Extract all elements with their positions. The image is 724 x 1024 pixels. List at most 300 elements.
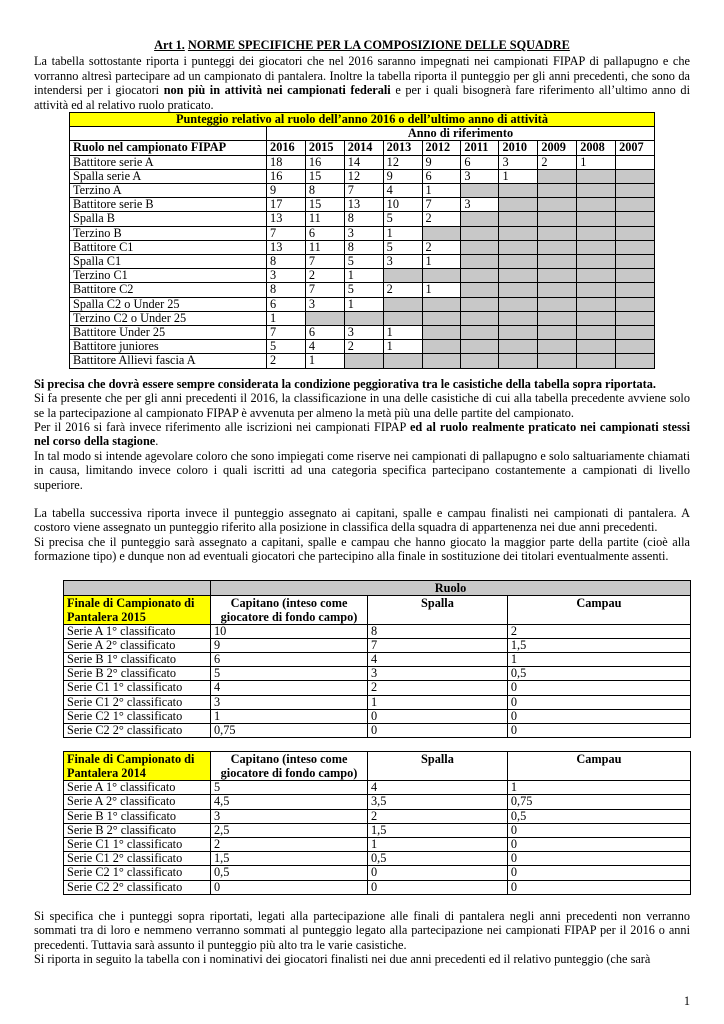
score-cell: 0 [507, 709, 690, 723]
score-cell [422, 340, 461, 354]
score-cell: 1 [422, 283, 461, 297]
year-header: 2015 [305, 141, 344, 155]
score-cell: 6 [305, 226, 344, 240]
score-cell: 5 [383, 212, 422, 226]
role-cell: Terzino C2 o Under 25 [70, 311, 267, 325]
score-cell: 4 [368, 781, 508, 795]
role-cell: Battitore serie B [70, 198, 267, 212]
role-cell: Battitore Allievi fascia A [70, 354, 267, 368]
table-row [70, 326, 655, 340]
year-header: 2009 [538, 141, 577, 155]
score-cell [383, 311, 422, 325]
score-cell: 0 [507, 838, 690, 852]
score-cell: 8 [267, 283, 306, 297]
score-cell [538, 311, 577, 325]
score-cell [538, 184, 577, 198]
role-cell: Battitore C2 [70, 283, 267, 297]
score-cell: 4 [211, 681, 368, 695]
score-cell: 1 [422, 184, 461, 198]
score-cell [499, 354, 538, 368]
score-cell: 0 [507, 681, 690, 695]
score-cell [344, 354, 383, 368]
score-cell [577, 297, 616, 311]
score-cell [616, 184, 655, 198]
score-cell: 4 [305, 340, 344, 354]
table-row [70, 311, 655, 325]
score-cell: 0 [368, 709, 508, 723]
score-cell: 1 [507, 652, 690, 666]
position-cell: Serie C1 1° classificato [64, 838, 211, 852]
score-cell: 7 [368, 638, 508, 652]
position-cell: Serie C2 2° classificato [64, 723, 211, 737]
title-prefix: Art 1. [154, 38, 185, 52]
position-cell: Serie B 2° classificato [64, 823, 211, 837]
score-table-fipap [69, 112, 655, 369]
no-sum-paragraph: Si specifica che i punteggi sopra riportati, legati alla partecipazione alle finali di pantalera negli anni precedenti non verranno sommati tra di loro e nemmeno verranno sommati al punteggio legato alla partecipazione nei campionati FIPAP per il 2016 o anni precedenti. Tuttavia sarà assunto il punteggio più alto tra le varie casistiche. [34, 908, 690, 952]
table-row [64, 795, 691, 809]
score-cell [461, 212, 499, 226]
score-cell [577, 240, 616, 254]
score-cell [499, 184, 538, 198]
score-cell: 10 [211, 624, 368, 638]
score-cell [577, 169, 616, 183]
score-cell: 8 [368, 624, 508, 638]
score-cell [616, 155, 655, 169]
score-cell: 1 [211, 709, 368, 723]
score-cell: 0 [368, 866, 508, 880]
position-cell: Serie B 1° classificato [64, 809, 211, 823]
table-row [70, 240, 655, 254]
position-cell: Serie A 1° classificato [64, 624, 211, 638]
table-row [64, 709, 691, 723]
final-label: Finale di Campionato di Pantalera 2014 [64, 752, 211, 781]
score-cell [461, 269, 499, 283]
score-cell: 16 [305, 155, 344, 169]
position-cell: Serie B 2° classificato [64, 667, 211, 681]
score-cell: 2 [368, 681, 508, 695]
score-cell: 0 [507, 823, 690, 837]
score-cell: 9 [383, 169, 422, 183]
role-cell: Battitore C1 [70, 240, 267, 254]
score-cell: 1 [422, 255, 461, 269]
column-header: Spalla [368, 752, 508, 781]
score-cell: 16 [267, 169, 306, 183]
score-cell: 8 [305, 184, 344, 198]
score-cell [305, 311, 344, 325]
score-cell: 1 [344, 269, 383, 283]
score-cell: 7 [267, 326, 306, 340]
score-cell: 0,75 [211, 723, 368, 737]
table-row [64, 866, 691, 880]
score-cell: 0 [507, 866, 690, 880]
reference-year-header: Anno di riferimento [267, 127, 655, 141]
score-cell [616, 212, 655, 226]
reserves-paragraph: In tal modo si intende agevolare coloro che sono impiegati come riserve nei campionati di pallapugno e solo saltuariamente chiamati in causa, limitando invece coloro i quali iscritti ad una categoria specifica partecipano costantemente a campionati di livello superiore. [34, 448, 690, 492]
score-cell: 3,5 [368, 795, 508, 809]
position-cell: Serie C2 2° classificato [64, 880, 211, 894]
score-cell: 14 [344, 155, 383, 169]
score-cell: 4,5 [211, 795, 368, 809]
intro-paragraph [34, 54, 690, 112]
year-header: 2011 [461, 141, 499, 155]
score-cell: 3 [267, 269, 306, 283]
score-cell: 3 [211, 695, 368, 709]
score-cell [461, 354, 499, 368]
score-cell [538, 169, 577, 183]
role-cell: Terzino B [70, 226, 267, 240]
score-cell [499, 226, 538, 240]
score-cell: 5 [344, 283, 383, 297]
table-row [70, 255, 655, 269]
year-header: 2010 [499, 141, 538, 155]
score-cell [616, 269, 655, 283]
score-cell [499, 297, 538, 311]
score-cell [461, 226, 499, 240]
position-cell: Serie C2 1° classificato [64, 866, 211, 880]
score-cell: 5 [383, 240, 422, 254]
score-cell: 3 [344, 326, 383, 340]
score-cell [344, 311, 383, 325]
score-cell [422, 226, 461, 240]
score-cell [461, 255, 499, 269]
role-cell: Spalla C1 [70, 255, 267, 269]
score-cell: 12 [383, 155, 422, 169]
score-cell [461, 297, 499, 311]
page-number: 1 [683, 994, 690, 1008]
score-cell [577, 311, 616, 325]
table-row [64, 781, 691, 795]
worse-condition-text: Si precisa che dovrà essere sempre considerata la condizione peggiorativa tra le casistiche della tabella sopra riportata. [34, 376, 656, 391]
score-cell: 15 [305, 198, 344, 212]
document-page [34, 38, 690, 966]
year-2016-text-a: Per il 2016 si farà invece riferimento alle iscrizioni nei campionati FIPAP [34, 419, 410, 434]
table-row [70, 269, 655, 283]
score-cell: 2 [538, 155, 577, 169]
year-header: 2016 [267, 141, 306, 155]
score-cell: 1 [267, 311, 306, 325]
score-cell: 7 [305, 283, 344, 297]
position-cell: Serie A 2° classificato [64, 795, 211, 809]
score-cell [538, 340, 577, 354]
role-column-header: Ruolo nel campionato FIPAP [70, 141, 267, 155]
score-cell: 12 [344, 169, 383, 183]
formation-paragraph: Si precisa che il punteggio sarà assegnato a capitani, spalle e campau che hanno giocato la maggior parte della partite (cioè alla formazione tipo) e dunque non ad eventuali giocatori che partecipino alla finale in sostituzione dei titolari eventualmente assenti. [34, 534, 690, 564]
score-cell: 5 [211, 781, 368, 795]
score-cell: 2 [383, 283, 422, 297]
score-cell [538, 226, 577, 240]
table-header: Punteggio relativo al ruolo dell’anno 2016 o dell’ultimo anno di attività [70, 113, 655, 127]
score-cell [616, 326, 655, 340]
score-cell: 13 [267, 212, 306, 226]
score-cell: 1 [577, 155, 616, 169]
table-row [64, 852, 691, 866]
score-cell [577, 340, 616, 354]
finals-2015-table [63, 580, 691, 739]
score-cell [577, 326, 616, 340]
score-cell: 6 [422, 169, 461, 183]
score-cell [538, 326, 577, 340]
score-cell: 7 [305, 255, 344, 269]
score-cell [422, 269, 461, 283]
score-cell [461, 283, 499, 297]
role-cell: Terzino A [70, 184, 267, 198]
score-cell: 9 [267, 184, 306, 198]
worse-condition-note [34, 377, 690, 391]
score-cell [538, 354, 577, 368]
score-cell [577, 212, 616, 226]
score-cell [461, 240, 499, 254]
score-cell [538, 283, 577, 297]
score-cell: 3 [368, 667, 508, 681]
column-header: Capitano (inteso come giocatore di fondo campo) [211, 595, 368, 624]
previous-years-paragraph: Si fa presente che per gli anni precedenti il 2016, la classificazione in una delle casistiche di cui alla tabella precedente avviene solo se la partecipazione al campionato FIPAP è avvenuta per almeno la metà più una delle partite del campionato. [34, 391, 690, 420]
score-cell [577, 198, 616, 212]
table-row [70, 283, 655, 297]
column-header: Campau [507, 595, 690, 624]
table-row [70, 212, 655, 226]
score-cell: 3 [383, 255, 422, 269]
score-cell: 1,5 [507, 638, 690, 652]
position-cell: Serie C2 1° classificato [64, 709, 211, 723]
position-cell: Serie C1 2° classificato [64, 852, 211, 866]
role-cell: Battitore juniores [70, 340, 267, 354]
score-cell [499, 269, 538, 283]
score-cell [422, 326, 461, 340]
score-cell [499, 311, 538, 325]
score-cell: 0,5 [507, 809, 690, 823]
score-cell: 5 [211, 667, 368, 681]
finals-2014-table [63, 751, 691, 895]
year-header: 2008 [577, 141, 616, 155]
year-header: 2012 [422, 141, 461, 155]
intro-text-c: e per i quali bisognerà fare riferimento all’ultimo anno di attività ed al relativo ruolo praticato. [34, 83, 690, 112]
intro-text-a: La tabella sottostante riporta i punteggi dei giocatori che nel 2016 saranno impegnati nei campionati FIPAP di pallapugno e che vorranno altresì partecipare ad un campionato di pantalera. Inoltre la tabella riporta il punteggio per gli anni precedenti, che sono da intendersi per i giocatori [34, 54, 690, 98]
score-cell: 2 [368, 809, 508, 823]
year-2016-text-c: . [155, 434, 159, 449]
score-cell [499, 255, 538, 269]
score-cell: 8 [344, 240, 383, 254]
score-cell [577, 255, 616, 269]
score-cell [461, 184, 499, 198]
role-cell: Spalla B [70, 212, 267, 226]
score-cell: 8 [267, 255, 306, 269]
score-cell [577, 283, 616, 297]
score-cell: 6 [211, 652, 368, 666]
score-cell: 11 [305, 212, 344, 226]
score-cell: 5 [267, 340, 306, 354]
score-cell: 3 [344, 226, 383, 240]
column-header: Spalla [368, 595, 508, 624]
table-row [64, 681, 691, 695]
table-row [64, 667, 691, 681]
table-row [70, 226, 655, 240]
role-cell: Terzino C1 [70, 269, 267, 283]
score-cell: 0,75 [507, 795, 690, 809]
year-2016-paragraph [34, 420, 690, 449]
score-cell [538, 297, 577, 311]
score-cell: 8 [344, 212, 383, 226]
score-cell: 0 [507, 695, 690, 709]
score-cell: 2 [267, 354, 306, 368]
year-2016-text-bold: ed al ruolo realmente praticato nei campionati stessi nel corso della stagione [34, 419, 690, 449]
score-cell [577, 184, 616, 198]
score-cell: 13 [344, 198, 383, 212]
column-header: Campau [507, 752, 690, 781]
score-cell: 2 [422, 212, 461, 226]
score-cell [616, 226, 655, 240]
score-cell [616, 240, 655, 254]
score-cell: 2 [305, 269, 344, 283]
score-cell: 3 [211, 809, 368, 823]
score-cell: 3 [461, 169, 499, 183]
score-cell: 6 [267, 297, 306, 311]
table-row [64, 624, 691, 638]
score-cell: 3 [499, 155, 538, 169]
score-cell [499, 198, 538, 212]
score-cell: 0 [211, 880, 368, 894]
score-cell: 1,5 [368, 823, 508, 837]
score-cell [616, 198, 655, 212]
score-cell [538, 269, 577, 283]
score-cell [383, 269, 422, 283]
year-header: 2007 [616, 141, 655, 155]
score-cell: 1,5 [211, 852, 368, 866]
score-cell: 0,5 [507, 667, 690, 681]
position-cell: Serie A 2° classificato [64, 638, 211, 652]
score-cell [461, 340, 499, 354]
table-row [70, 297, 655, 311]
score-cell: 3 [461, 198, 499, 212]
score-cell [538, 255, 577, 269]
score-cell [499, 326, 538, 340]
score-cell [422, 354, 461, 368]
score-cell [538, 212, 577, 226]
score-cell: 18 [267, 155, 306, 169]
score-cell: 0 [368, 880, 508, 894]
score-cell: 2,5 [211, 823, 368, 837]
table-row [70, 354, 655, 368]
score-cell: 13 [267, 240, 306, 254]
score-cell [538, 198, 577, 212]
table-row [64, 838, 691, 852]
score-cell: 11 [305, 240, 344, 254]
column-header: Capitano (inteso come giocatore di fondo campo) [211, 752, 368, 781]
score-cell [422, 311, 461, 325]
role-cell: Spalla C2 o Under 25 [70, 297, 267, 311]
position-cell: Serie A 1° classificato [64, 781, 211, 795]
score-cell: 1 [383, 326, 422, 340]
score-cell [616, 311, 655, 325]
score-cell: 4 [383, 184, 422, 198]
score-cell [461, 311, 499, 325]
score-cell: 1 [344, 297, 383, 311]
score-cell [577, 354, 616, 368]
table-row [64, 809, 691, 823]
table-row [64, 695, 691, 709]
table-row [64, 638, 691, 652]
score-cell: 1 [368, 695, 508, 709]
role-cell: Battitore Under 25 [70, 326, 267, 340]
score-cell: 0 [507, 880, 690, 894]
score-cell: 9 [211, 638, 368, 652]
score-cell [499, 240, 538, 254]
table-row [70, 155, 655, 169]
score-cell: 4 [368, 652, 508, 666]
score-cell: 15 [305, 169, 344, 183]
score-cell: 1 [368, 838, 508, 852]
score-cell: 1 [507, 781, 690, 795]
score-cell: 2 [344, 340, 383, 354]
score-cell [616, 340, 655, 354]
score-cell: 1 [383, 226, 422, 240]
empty-cell [70, 127, 267, 141]
finalists-paragraph: La tabella successiva riporta invece il punteggio assegnato ai capitani, spalle e campau finalisti nei campionati di pantalera. A costoro viene assegnato un punteggio riferito alla posizione in classifica della squadra di appartenenza nei due anni precedenti. [34, 505, 690, 535]
score-cell [538, 240, 577, 254]
score-cell [499, 212, 538, 226]
score-cell: 10 [383, 198, 422, 212]
score-cell: 1 [383, 340, 422, 354]
score-cell: 0,5 [211, 866, 368, 880]
next-table-paragraph: Si riporta in seguito la tabella con i nominativi dei giocatori finalisti nei due anni precedenti ed il relativo punteggio (che sarà [34, 952, 651, 967]
table-row [70, 340, 655, 354]
score-cell [616, 297, 655, 311]
table-row [70, 169, 655, 183]
score-cell: 0,5 [368, 852, 508, 866]
table-row [70, 184, 655, 198]
position-cell: Serie C1 1° classificato [64, 681, 211, 695]
score-cell [383, 354, 422, 368]
title-text: NORME SPECIFICHE PER LA COMPOSIZIONE DELLE SQUADRE [187, 38, 570, 52]
table-row [64, 723, 691, 737]
score-cell: 0 [507, 852, 690, 866]
score-cell [499, 283, 538, 297]
score-cell [616, 169, 655, 183]
score-cell: 17 [267, 198, 306, 212]
score-cell [577, 269, 616, 283]
role-cell: Spalla serie A [70, 169, 267, 183]
final-label: Finale di Campionato di Pantalera 2015 [64, 595, 211, 624]
year-header: 2014 [344, 141, 383, 155]
score-cell: 6 [305, 326, 344, 340]
score-cell: 0 [507, 723, 690, 737]
score-cell: 1 [305, 354, 344, 368]
score-cell: 7 [344, 184, 383, 198]
position-cell: Serie C1 2° classificato [64, 695, 211, 709]
article-title [34, 38, 690, 52]
score-cell: 7 [267, 226, 306, 240]
table-row [64, 652, 691, 666]
score-cell: 9 [422, 155, 461, 169]
score-cell [461, 326, 499, 340]
score-cell [499, 340, 538, 354]
score-cell: 6 [461, 155, 499, 169]
score-cell: 5 [344, 255, 383, 269]
role-cell: Battitore serie A [70, 155, 267, 169]
ruolo-header: Ruolo [211, 580, 691, 595]
empty-cell [64, 580, 211, 595]
score-cell [383, 297, 422, 311]
score-cell [422, 297, 461, 311]
score-cell [577, 226, 616, 240]
score-cell: 3 [305, 297, 344, 311]
score-cell: 0 [368, 723, 508, 737]
table-row [70, 198, 655, 212]
table-row [64, 823, 691, 837]
table-row [64, 880, 691, 894]
score-cell [616, 283, 655, 297]
score-cell: 2 [422, 240, 461, 254]
score-cell [616, 255, 655, 269]
